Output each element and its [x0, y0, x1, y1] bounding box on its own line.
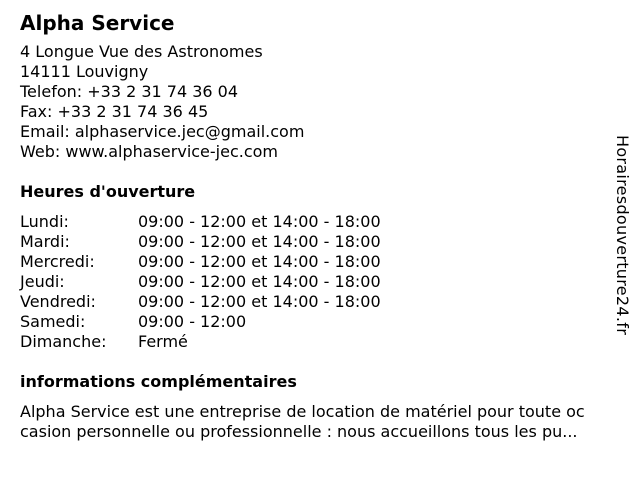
opening-hours-table	[20, 212, 640, 352]
hours-value: 09:00 - 12:00 et 14:00 - 18:00	[138, 272, 381, 291]
hours-day-label: Mercredi:	[20, 252, 95, 271]
hours-value: 09:00 - 12:00 et 14:00 - 18:00	[138, 292, 381, 311]
web-line: Web: www.alphaservice-jec.com	[20, 142, 279, 161]
hours-day-label: Dimanche:	[20, 332, 107, 351]
hours-day-label: Jeudi:	[20, 272, 65, 291]
hours-value: 09:00 - 12:00 et 14:00 - 18:00	[138, 252, 381, 271]
hours-day-label: Vendredi:	[20, 292, 96, 311]
address-city: 14111 Louvigny	[20, 62, 149, 81]
hours-day-label: Lundi:	[20, 212, 69, 231]
additional-info-line-1: Alpha Service est une entreprise de location de matériel pour toute oc	[20, 402, 585, 421]
business-name: Alpha Service	[20, 11, 175, 35]
hours-row-thursday	[20, 272, 640, 292]
email-line: Email: alphaservice.jec@gmail.com	[20, 122, 305, 141]
side-brand-watermark: Horairesdouverture24.fr	[613, 135, 632, 336]
hours-row-saturday	[20, 312, 640, 332]
hours-row-tuesday	[20, 232, 640, 252]
hours-value: 09:00 - 12:00 et 14:00 - 18:00	[138, 212, 381, 231]
contact-block	[20, 42, 640, 162]
opening-hours-title: Heures d'ouverture	[20, 182, 196, 201]
fax-line: Fax: +33 2 31 74 36 45	[20, 102, 209, 121]
hours-day-label: Mardi:	[20, 232, 70, 251]
hours-value: Fermé	[138, 332, 188, 351]
additional-info-text	[20, 402, 640, 442]
additional-info-title: informations complémentaires	[20, 372, 297, 391]
address-street: 4 Longue Vue des Astronomes	[20, 42, 263, 61]
phone-line: Telefon: +33 2 31 74 36 04	[20, 82, 239, 101]
hours-row-sunday	[20, 332, 640, 352]
hours-row-wednesday	[20, 252, 640, 272]
hours-row-monday	[20, 212, 640, 232]
additional-info-line-2: casion personnelle ou professionnelle : nous accueillons tous les pu...	[20, 422, 578, 441]
hours-value: 09:00 - 12:00	[138, 312, 247, 331]
hours-value: 09:00 - 12:00 et 14:00 - 18:00	[138, 232, 381, 251]
hours-day-label: Samedi:	[20, 312, 86, 331]
hours-row-friday	[20, 292, 640, 312]
business-listing	[20, 10, 640, 442]
